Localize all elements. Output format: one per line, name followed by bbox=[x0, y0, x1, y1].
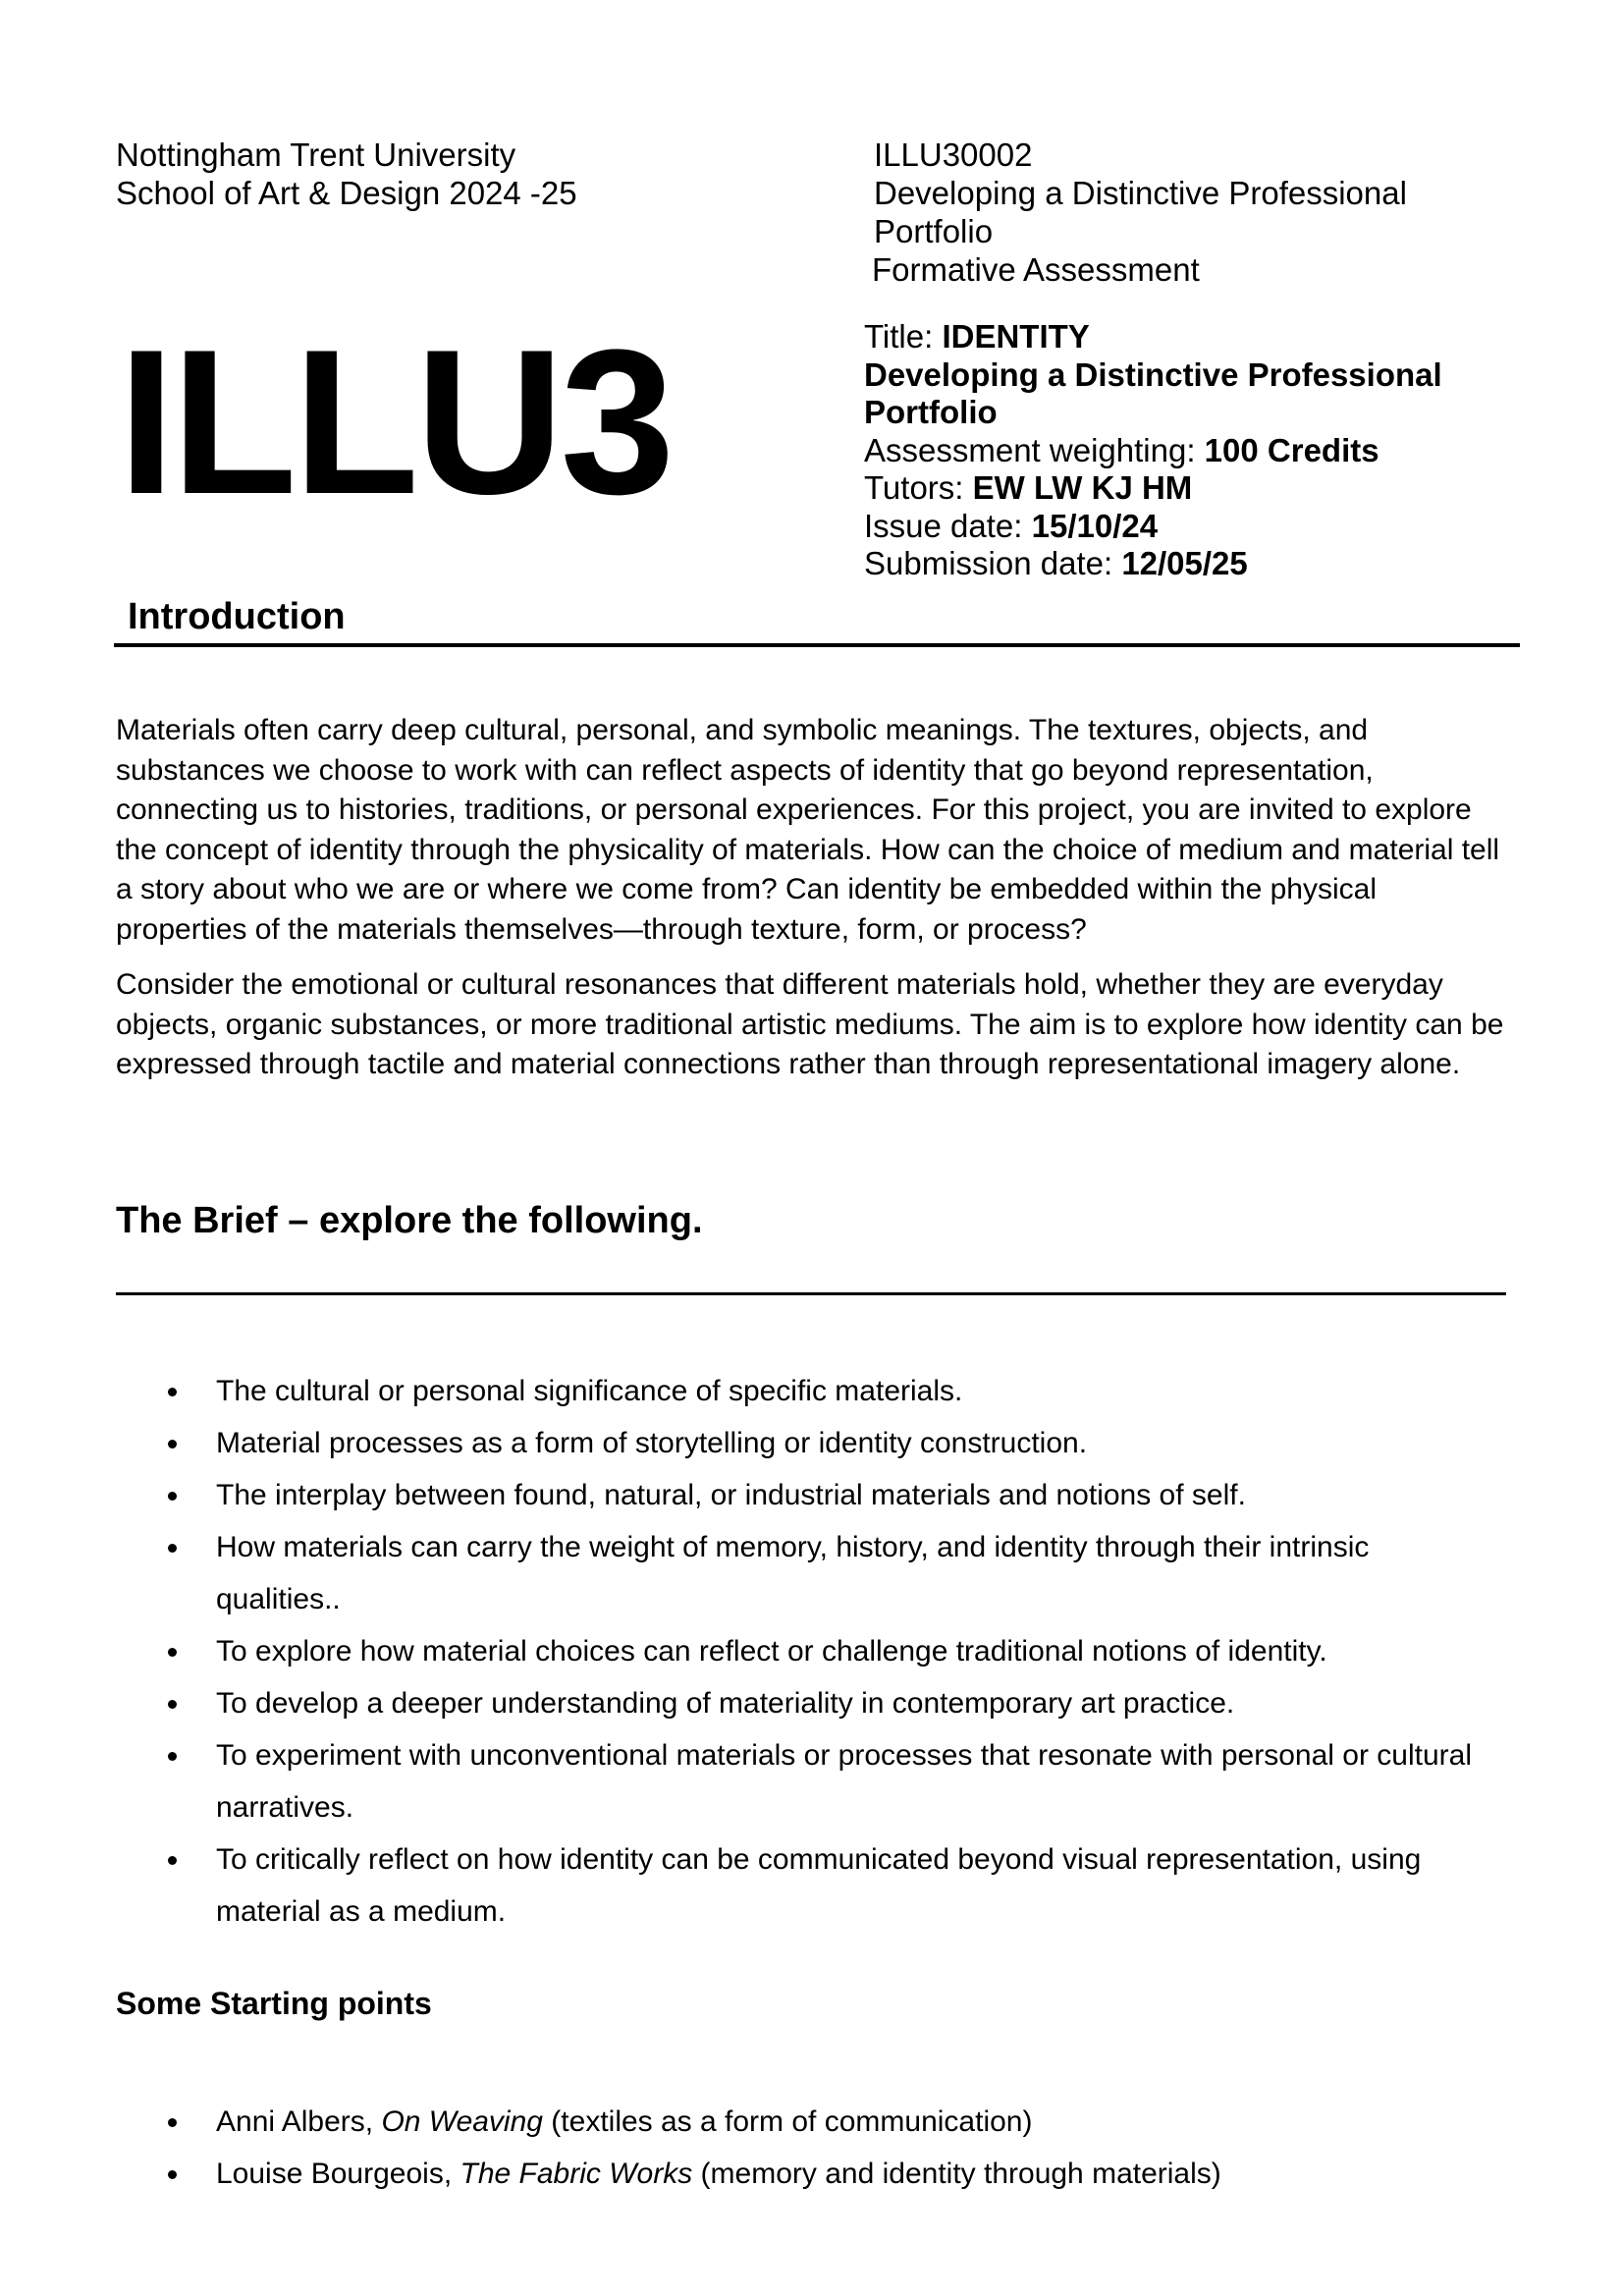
brief-divider bbox=[116, 1292, 1506, 1295]
list-item bbox=[116, 1833, 1520, 1938]
school-name: School of Art & Design 2024 -25 bbox=[116, 175, 577, 211]
list-item bbox=[116, 1469, 1520, 1521]
starting-point-note: (memory and identity through materials) bbox=[692, 2158, 1221, 2190]
meta-issue-row bbox=[864, 508, 1442, 546]
meta-tutors-row bbox=[864, 469, 1442, 508]
starting-points-heading: Some Starting points bbox=[116, 1986, 432, 2021]
brief-item-text: To explore how material choices can reflect or challenge traditional notions of identity. bbox=[216, 1635, 1327, 1667]
list-item bbox=[116, 1625, 1520, 1677]
assessment-type: Formative Assessment bbox=[872, 251, 1200, 288]
introduction-divider bbox=[114, 643, 1520, 647]
introduction-heading: Introduction bbox=[128, 596, 346, 637]
big-module-code: ILLU3 bbox=[118, 306, 672, 537]
meta-submission-value: 12/05/25 bbox=[1121, 545, 1248, 581]
list-item bbox=[116, 2148, 1520, 2200]
brief-item-text: The cultural or personal significance of specific materials. bbox=[216, 1375, 963, 1407]
starting-point-work: The Fabric Works bbox=[460, 2158, 693, 2190]
meta-submission-row bbox=[864, 545, 1442, 583]
brief-item-text-cont: material as a medium. bbox=[216, 1895, 507, 1928]
institution-name: Nottingham Trent University bbox=[116, 137, 516, 173]
meta-subtitle-line1-text: Developing a Distinctive Professional bbox=[864, 355, 1442, 393]
starting-point-note: (textiles as a form of communication) bbox=[542, 2105, 1033, 2138]
meta-tutors-label: Tutors: bbox=[864, 469, 973, 506]
module-title-line1: Developing a Distinctive Professional bbox=[874, 175, 1407, 211]
starting-points-list bbox=[116, 2096, 1520, 2200]
module-code: ILLU30002 bbox=[874, 137, 1033, 173]
list-item bbox=[116, 1729, 1520, 1833]
meta-tutors-value: EW LW KJ HM bbox=[972, 469, 1193, 506]
brief-item-text: To experiment with unconventional materials or processes that resonate with personal or cultural bbox=[216, 1739, 1472, 1772]
meta-title-value: IDENTITY bbox=[942, 318, 1090, 355]
header-right bbox=[874, 136, 1407, 289]
starting-point-artist: Louise Bourgeois, bbox=[216, 2158, 460, 2190]
brief-item-text: To develop a deeper understanding of materiality in contemporary art practice. bbox=[216, 1687, 1235, 1720]
meta-weighting-row bbox=[864, 432, 1442, 470]
brief-item-text: The interplay between found, natural, or industrial materials and notions of self. bbox=[216, 1479, 1246, 1511]
brief-item-text-cont: qualities.. bbox=[216, 1583, 341, 1615]
meta-subtitle-line1 bbox=[864, 356, 1442, 395]
starting-point-artist: Anni Albers, bbox=[216, 2105, 382, 2138]
module-title-line2: Portfolio bbox=[874, 213, 994, 249]
meta-title-row bbox=[864, 318, 1442, 356]
brief-list bbox=[116, 1365, 1520, 1938]
list-item bbox=[116, 1521, 1520, 1625]
introduction-paragraph-1: Materials often carry deep cultural, personal, and symbolic meanings. The textures, objects, and substances we choose to work with can reflect aspects of identity that go beyond representation, connecting us to histories, traditions, or personal experiences. For this project, you are invited to explore the concept of identity through the physicality of materials. How can the choice of medium and material tell a story about who we are or where we come from? Can identity be embedded within the physical properties of the materials themselves—through texture, form, or process? bbox=[116, 714, 1500, 946]
assignment-meta bbox=[864, 318, 1442, 583]
brief-item-text: To critically reflect on how identity can be communicated beyond visual representation, using bbox=[216, 1843, 1422, 1876]
meta-title-label: Title: bbox=[864, 318, 943, 355]
meta-subtitle-line2 bbox=[864, 394, 1442, 432]
meta-weighting-value: 100 Credits bbox=[1204, 431, 1379, 468]
brief-heading: The Brief – explore the following. bbox=[116, 1200, 703, 1241]
list-item bbox=[116, 1677, 1520, 1729]
list-item bbox=[116, 1417, 1520, 1469]
meta-issue-value: 15/10/24 bbox=[1031, 507, 1159, 544]
meta-subtitle-line2-text: Portfolio bbox=[864, 394, 998, 430]
list-item bbox=[116, 2096, 1520, 2148]
meta-weighting-label: Assessment weighting: bbox=[864, 431, 1205, 468]
brief-item-text: Material processes as a form of storytelling or identity construction. bbox=[216, 1427, 1088, 1459]
brief-item-text: How materials can carry the weight of memory, history, and identity through their intrinsic bbox=[216, 1531, 1370, 1563]
list-item bbox=[116, 1365, 1520, 1417]
meta-issue-label: Issue date: bbox=[864, 507, 1032, 544]
brief-item-text-cont: narratives. bbox=[216, 1791, 354, 1824]
starting-point-work: On Weaving bbox=[381, 2105, 543, 2138]
introduction-paragraph-2: Consider the emotional or cultural resonances that different materials hold, whether they are everyday objects, organic substances, or more traditional artistic mediums. The aim is to explore how identity can be expressed through tactile and material connections rather than through representational imagery alone. bbox=[116, 968, 1504, 1080]
header-left bbox=[116, 136, 577, 212]
meta-submission-label: Submission date: bbox=[864, 545, 1122, 581]
